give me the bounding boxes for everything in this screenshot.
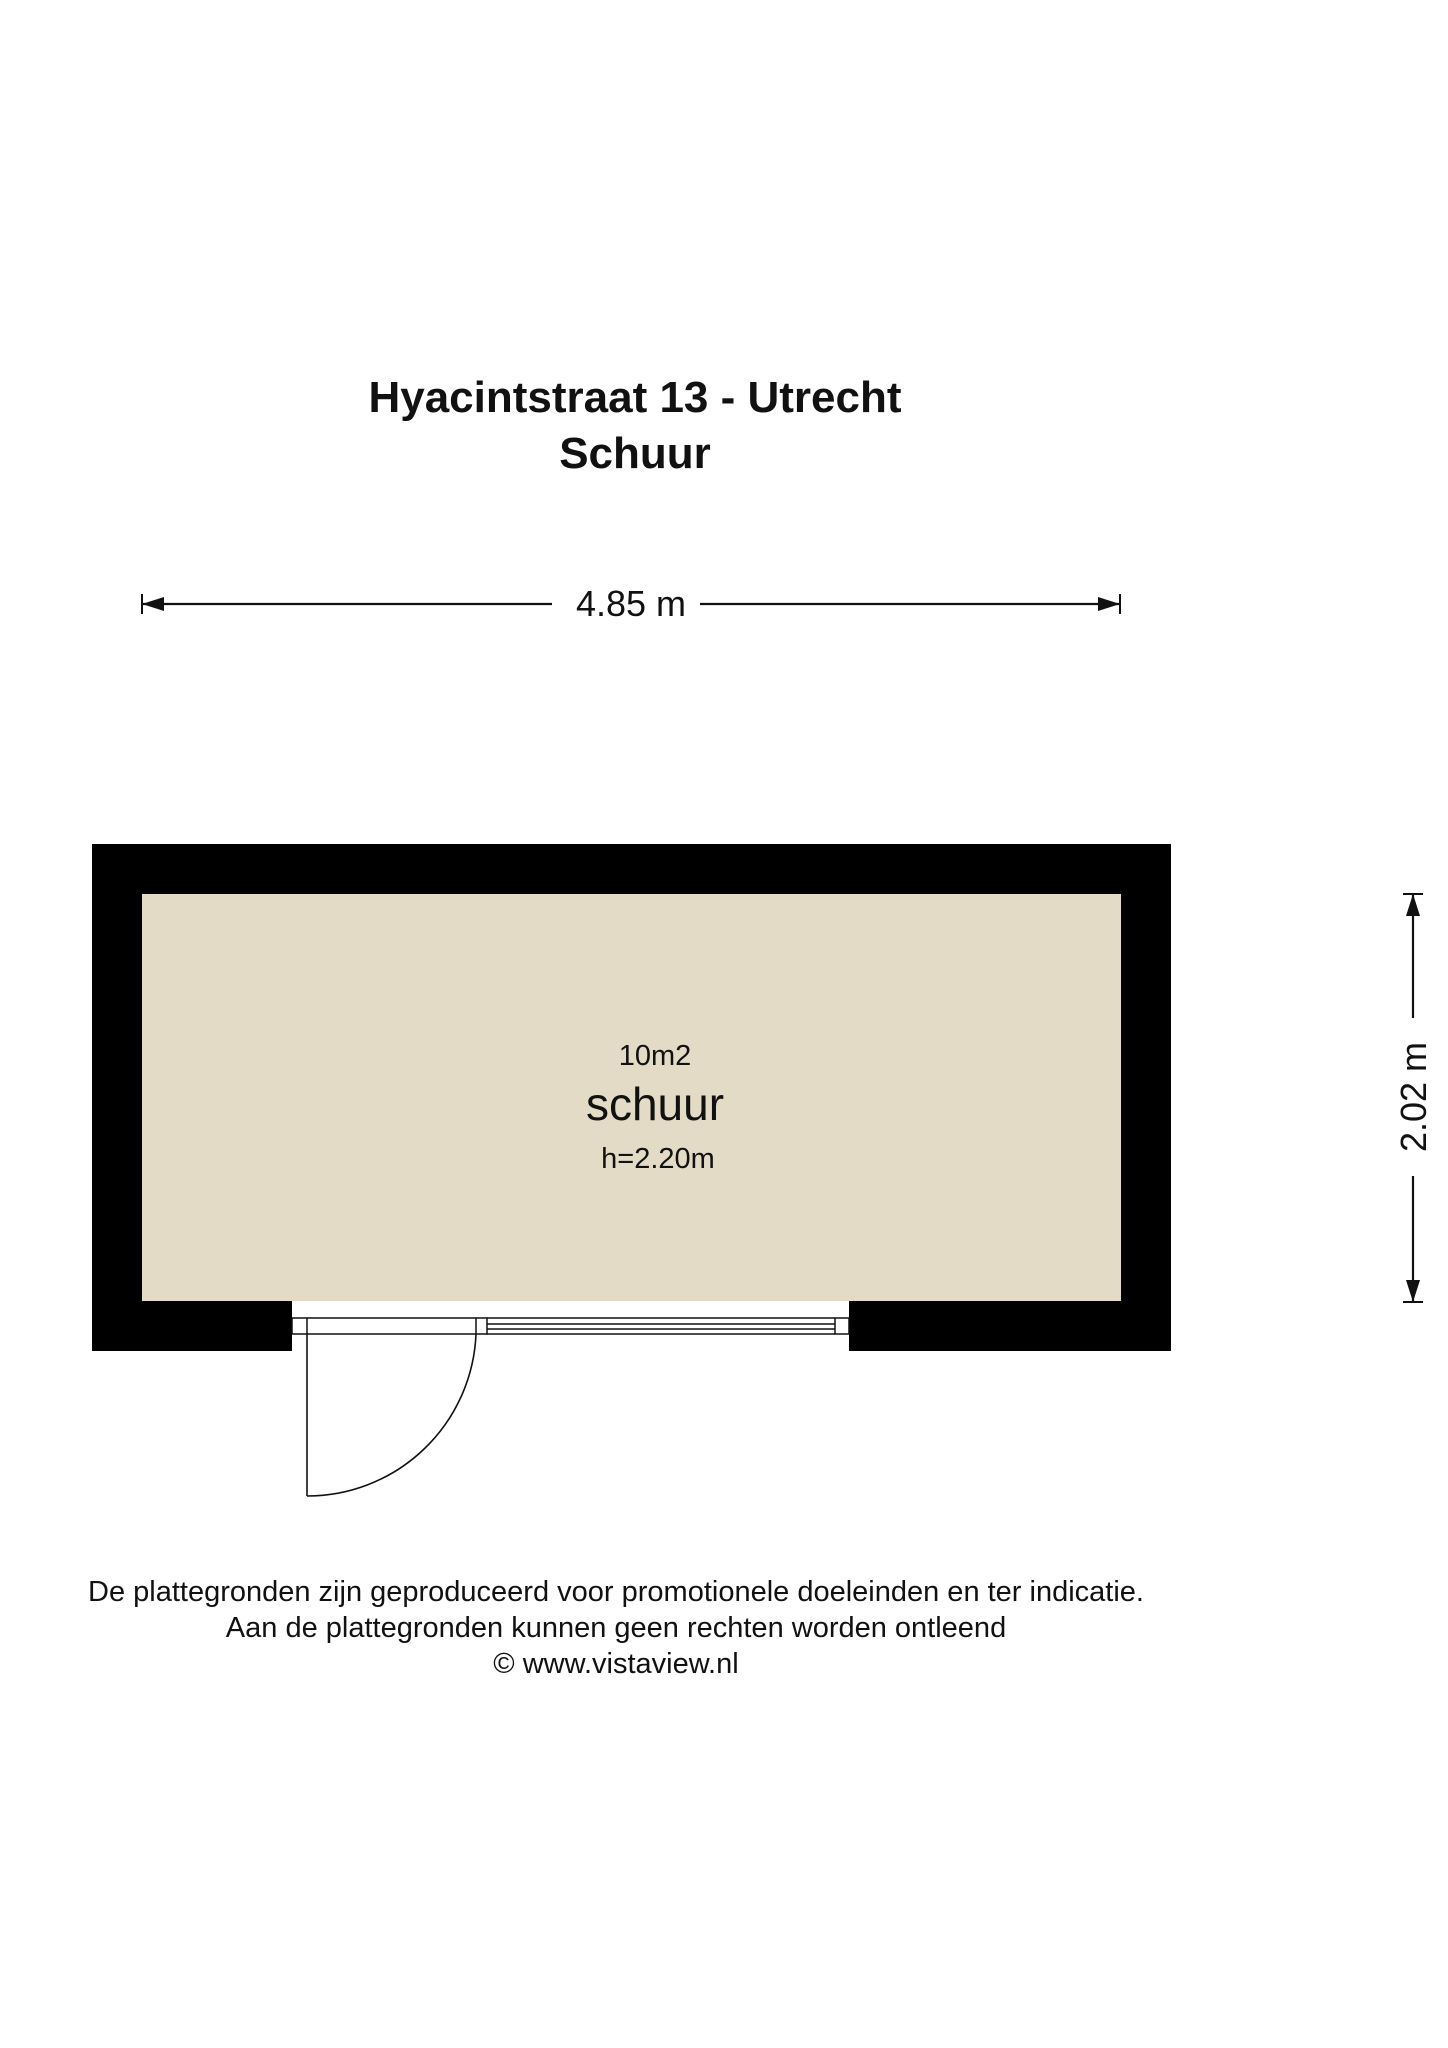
arrow-down-icon [1406, 1280, 1420, 1302]
disclaimer-line-1: De plattegronden zijn geproduceerd voor promotionele doeleinden en ter indicatie. [88, 1576, 1144, 1608]
floor-title: Schuur [559, 429, 711, 478]
depth-label: 2.02 m [1393, 1041, 1434, 1153]
arrow-right-icon [1098, 597, 1120, 611]
room-height: h=2.20m [601, 1143, 715, 1175]
door-swing [307, 1334, 476, 1496]
disclaimer-line-2: Aan de plattegronden kunnen geen rechten worden ontleend [225, 1612, 1007, 1644]
address-title: Hyacintstraat 13 - Utrecht [368, 373, 902, 422]
arrow-up-icon [1406, 894, 1420, 916]
room-name: schuur [585, 1078, 725, 1130]
depth-dimension [1393, 894, 1434, 1302]
width-dimension [142, 583, 1120, 624]
door-frame [292, 1318, 849, 1334]
copyright-link[interactable]: © www.vistaview.nl [493, 1648, 739, 1680]
arrow-left-icon [142, 597, 164, 611]
width-label: 4.85 m [575, 583, 687, 624]
room-area: 10m2 [618, 1040, 692, 1072]
